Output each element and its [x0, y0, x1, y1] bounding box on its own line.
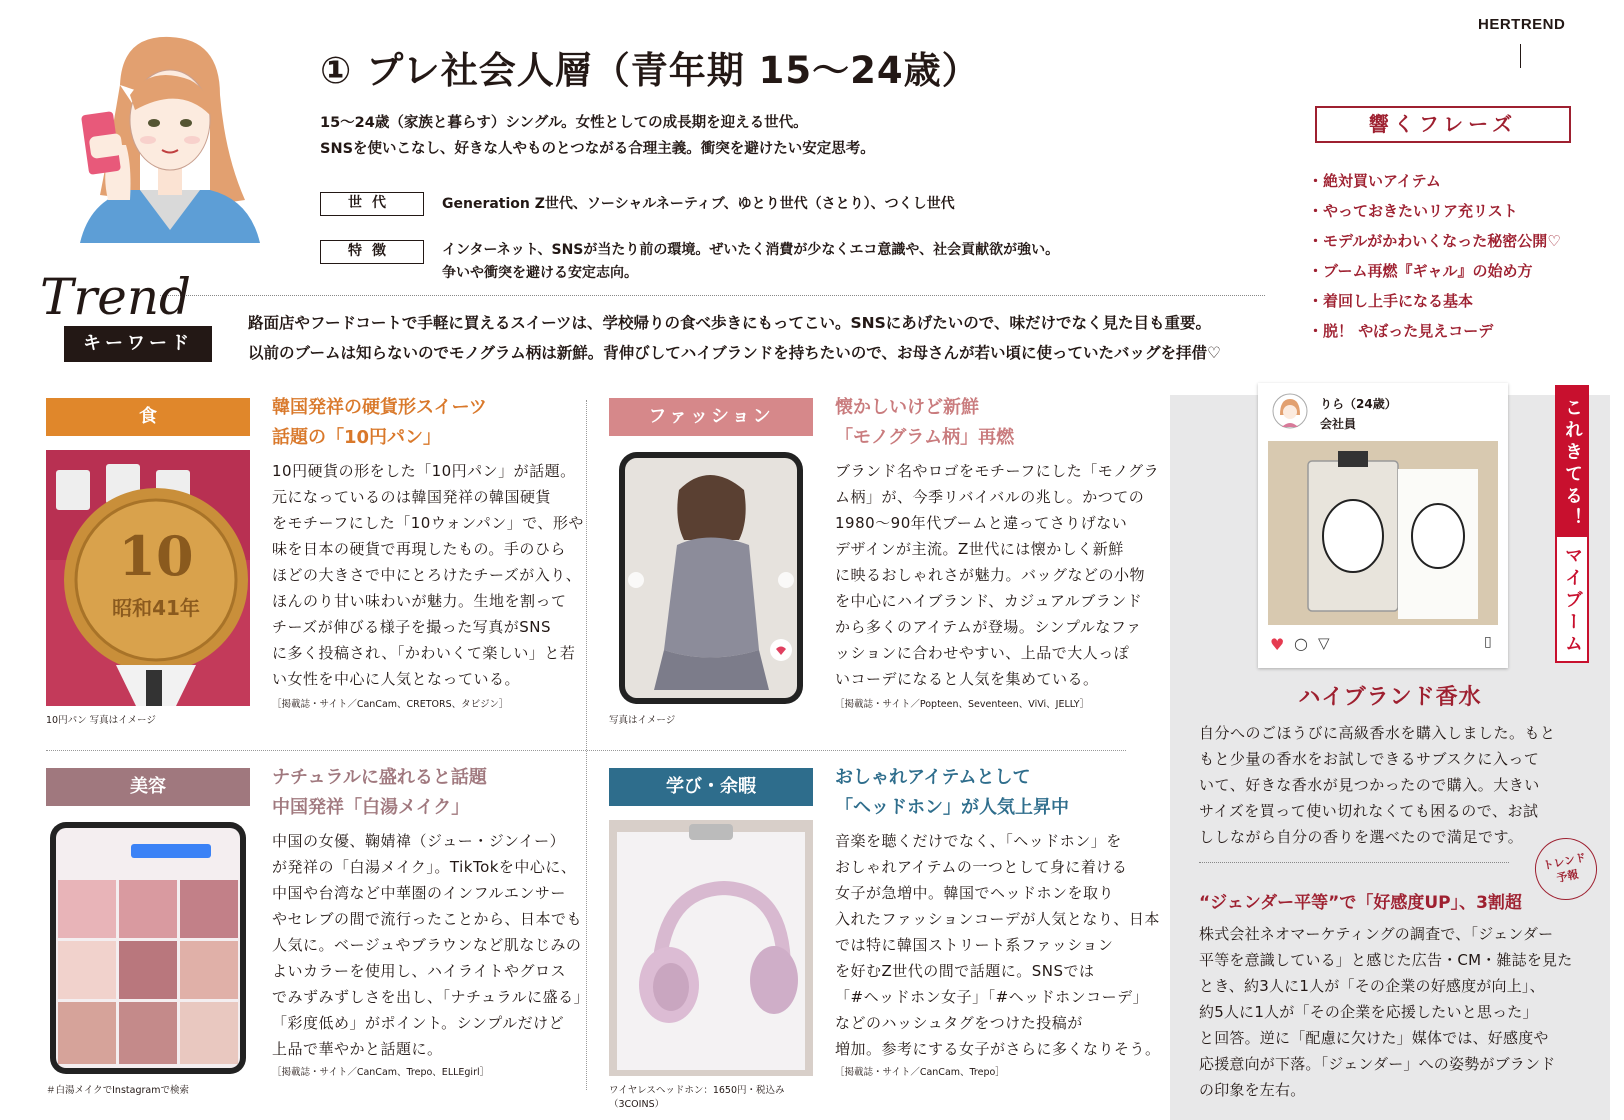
user-job: 会社員 — [1320, 417, 1357, 431]
headphone-photo — [609, 820, 813, 1076]
study-source: ［掲載誌・サイト／CanCam、Trepo］ — [835, 1067, 1005, 1078]
comment-icon[interactable]: ○ — [1294, 634, 1308, 653]
phrase-item: ・絶対買いアイテム — [1308, 172, 1441, 190]
trend-script-title: Trend — [40, 268, 192, 326]
ribbon-top-text: これきてる！ — [1557, 387, 1587, 537]
beauty-source: ［掲載誌・サイト／CanCam、Trepo、ELLEgirl］ — [272, 1067, 490, 1078]
insta-post-card — [1258, 383, 1508, 668]
selfie-girl-illustration — [60, 25, 260, 243]
category-fashion: ファッション — [609, 398, 813, 436]
category-study: 学び・余暇 — [609, 768, 813, 806]
lead-text: 15〜24歳（家族と暮らす）シングル。女性としての成長期を迎える世代。 SNSを使いこなし、好きな人やものとつながる合理主義。衝突を避けたい安定思考。 — [320, 115, 875, 157]
panel-divider — [1199, 862, 1509, 863]
trend-divider — [160, 295, 1265, 296]
brand-divider — [1520, 44, 1521, 68]
fashion-photo-caption: 写真はイメージ — [609, 715, 676, 726]
generation-tag: 世代 — [320, 192, 424, 216]
phrase-item: ・脱！ やぼった見えコーデ — [1308, 322, 1494, 340]
my-boom-title: ハイブランド香水 — [1298, 685, 1482, 710]
user-avatar — [1272, 393, 1308, 429]
perfume-photo — [1268, 441, 1498, 625]
category-beauty: 美容 — [46, 768, 250, 806]
fashion-body: ブランド名やロゴをモチーフにした「モノグラ ム柄」が、今季リバイバルの兆し。かつての 1980〜90年代ブームと違ってさりげない デザインが主流。Z世代には懐かしく新鮮 に映るおしゃれさが魅力。バッグなどの小物 を中心にハイブランド、カジュアルブランド から多くのアイテムが登場。シンプルなファ ッションに合わせやすい、上品で大人っぽ いコーデになると人気を集めている。 — [835, 462, 1160, 688]
study-body: 音楽を聴くだけでなく、「ヘッドホン」を おしゃれアイテムの一つとして身に着ける 女子が急増中。韓国でヘッドホンを取り 入れたファッションコーデが人気となり、日本 では特に韓国ストリート系ファッション を好むZ世代の間で話題に。SNSでは 「#ヘッドホン女子」「#ヘッドホンコーデ」 などのハッシュタグをつけた投稿が 増加。参考にする女子がさらに多くなりそう。 — [835, 832, 1161, 1058]
bookmark-icon[interactable]: ▯ — [1484, 634, 1492, 650]
forecast-title: “ジェンダー平等”で「好感度UP」、3割超 — [1199, 893, 1522, 913]
beauty-photo-caption: ＃白湯メイクでInstagramで検索 — [46, 1085, 189, 1096]
coin-era: 昭和41年 — [112, 596, 200, 620]
keyword-label: キーワード — [64, 326, 212, 362]
like-heart-icon[interactable]: ♥ — [1270, 635, 1285, 654]
my-boom-text: 自分へのごほうびに高級香水を購入しました。もと もと少量の香水をお試しできるサブスクに入って いて、好きな香水が見つかったので購入。大きい サイズを買って使い切れなくても困るので、お試 ししながら自分の香りを選べたので満足です。 — [1199, 724, 1556, 846]
ribbon-bottom-text: マイブーム — [1562, 546, 1583, 656]
monogram-dress-photo — [609, 450, 813, 706]
makeup-feed-photo — [46, 820, 250, 1076]
phrases-heading: 響くフレーズ — [1315, 106, 1571, 143]
study-photo-caption: ワイヤレスヘッドホン：1650円・税込み （3COINS） — [609, 1085, 785, 1110]
page-title: ① プレ社会人層（青年期 15〜24歳） — [320, 49, 980, 92]
beauty-headline: ナチュラルに盛れると話題 中国発祥「白湯メイク」 — [272, 767, 487, 818]
brand-logo: HERTREND — [1478, 16, 1566, 33]
food-headline: 韓国発祥の硬貨形スイーツ 話題の「10円パン」 — [272, 397, 487, 448]
food-photo-caption: 10円パン 写真はイメージ — [46, 715, 156, 726]
phrases-list — [1308, 166, 1561, 346]
category-food: 食 — [46, 398, 250, 436]
user-name: りら（24歳） — [1320, 397, 1397, 411]
study-headline: おしゃれアイテムとして 「ヘッドホン」が人気上昇中 — [835, 767, 1069, 818]
forecast-text: 株式会社ネオマーケティングの調査で、「ジェンダー 平等を意識している」と感じた広告・CM・雑誌を見た とき、約3人に1人が「その企業の好感度が向上」、 約5人に1人が「その企業を応援したいと思った」 と回答。逆に「配慮に欠けた」媒体では、好感度や 応援意向が下落。「ジェンダー」への姿勢がブランド の印象を左右。 — [1199, 925, 1573, 1099]
coin-number: 10 — [118, 524, 194, 588]
row-divider — [46, 750, 1126, 751]
phrase-item: ・ブーム再燃『ギャル』の始め方 — [1308, 262, 1533, 280]
food-source: ［掲載誌・サイト／CanCam、CRETORS、タビジン］ — [272, 699, 509, 710]
phrase-item: ・着回し上手になる基本 — [1308, 292, 1474, 310]
share-icon[interactable]: ▽ — [1318, 634, 1330, 652]
phrase-item: ・モデルがかわいくなった秘密公開♡ — [1308, 232, 1561, 250]
trend-text: 路面店やフードコートで手軽に買えるスイーツは、学校帰りの食べ歩きにもってこい。SNSにあげたいので、味だけでなく見た目も重要。 以前のブームは知らないのでモノグラム柄は新鮮。背伸びしてハイブランドを持ちたいので、お母さんが若い頃に使っていたバッグを拝借♡ — [248, 314, 1221, 362]
generation-text: Generation Z世代、ソーシャルネーティブ、ゆとり世代（さとり）、つくし世代 — [442, 196, 955, 212]
fashion-headline: 懐かしいけど新鮮 「モノグラム柄」再燃 — [835, 397, 1015, 448]
feature-tag: 特徴 — [320, 240, 424, 264]
phrase-item: ・やっておきたいリア充リスト — [1308, 202, 1518, 220]
fashion-source: ［掲載誌・サイト／Popteen、Seventeen、ViVi、JELLY］ — [835, 699, 1090, 710]
coin-bread-photo — [46, 450, 250, 706]
forecast-badge: トレンド 予報 — [1529, 832, 1603, 906]
food-body: 10円硬貨の形をした「10円パン」が話題。 元になっているのは韓国発祥の韓国硬貨 をモチーフにした「10ウォンパン」で、形や 味を日本の硬貨で再現したもの。手のひら ほどの大きさで中にとろけたチーズが入り、 ほんのり甘い味わいが魅力。生地を割って チーズが伸びる様子を撮った写真がSNS に多く投稿され、「かわいくて楽しい」と若 い女性を中心に人気となっている。 — [272, 462, 584, 688]
beauty-body: 中国の女優、鞠婧禕（ジュー・ジンイー） が発祥の「白湯メイク」。TikTokを中心に、 中国や台湾など中華圏のインフルエンサー やセレブの間で流行ったことから、日本でも 人気に。ベージュやブラウンなど肌なじみの よいカラーを使用し、ハイライトやグロス でみずみずしさを出し、「ナチュラルに盛る」 「彩度低め」がポイント。シンプルだけど 上品で華やかと話題に。 — [272, 832, 590, 1058]
feature-text: インターネット、SNSが当たり前の環境。ぜいたく消費が少なくエコ意識や、社会貢献欲が強い。 争いや衝突を避ける安定志向。 — [442, 242, 1060, 281]
